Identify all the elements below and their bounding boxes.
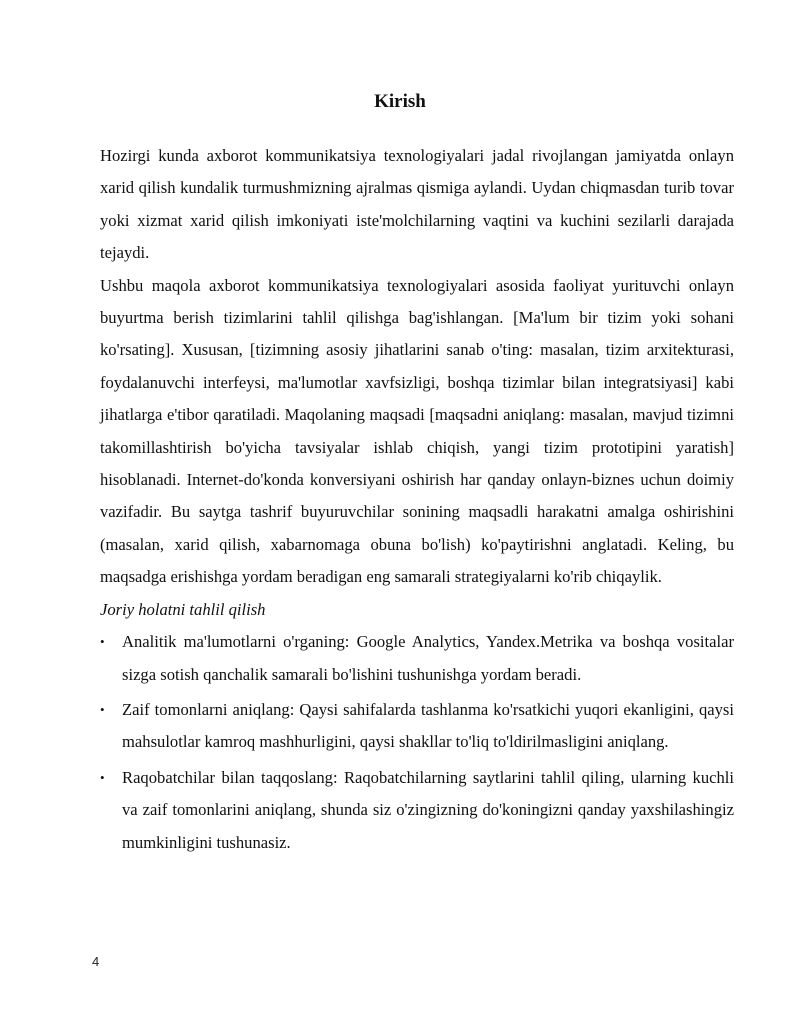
list-item-text: Analitik ma'lumotlarni o'rganing: Google Analytics, Yandex.Metrika va boshqa vositalar sizga sotish qanchalik samarali bo'lishini tushunishga yordam beradi. <box>122 632 734 684</box>
section-heading: Joriy holatni tahlil qilish <box>100 599 266 619</box>
list-item <box>100 626 734 691</box>
bullet-icon: • <box>100 769 105 785</box>
list-item-text: Raqobatchilar bilan taqqoslang: Raqobatchilarning saytlarini tahlil qiling, ularning kuchli va zaif tomonlarini aniqlang, shunda siz o'zingizning do'koningizni qanday yaxshilashingiz mumkinligini tushunasiz. <box>122 767 734 852</box>
page-number: 4 <box>92 954 100 969</box>
document-body <box>100 140 734 862</box>
intro-paragraph: Hozirgi kunda axborot kommunikatsiya texnologiyalari jadal rivojlangan jamiyatda onlayn xarid qilish kundalik turmushmizning ajralmas qismiga aylandi. Uydan chiqmasdan turib tovar yoki xizmat xarid qilish imkoniyati iste'molchilarning vaqtini va kuchini sezilarli darajada tejaydi. <box>100 146 734 263</box>
page-title: Kirish <box>374 91 426 112</box>
list-item <box>100 694 734 759</box>
bullet-icon: • <box>100 701 105 717</box>
bullet-list <box>100 626 734 859</box>
list-item <box>100 762 734 859</box>
body-paragraph: Ushbu maqola axborot kommunikatsiya texnologiyalari asosida faoliyat yurituvchi onlayn buyurtma berish tizimlarini tahlil qilishga bag'ishlangan. [Ma'lum bir tizim yoki sohani ko'rsating]. Xususan, [tizimning asosiy jihatlarini sanab o'ting: masalan, tizim arxitekturasi, foydalanuvchi interfeysi, ma'lumotlar xavfsizligi, boshqa tizimlar bilan integratsiyasi] kabi jihatlarga e'tibor qaratiladi. Maqolaning maqsadi [maqsadni aniqlang: masalan, mavjud tizimni takomillashtirish bo'yicha tavsiyalar ishlab chiqish, yangi tizim prototipini yaratish] hisoblanadi. Internet-do'konda konversiyani oshirish har qanday onlayn-biznes uchun doimiy vazifadir. Bu saytga tashrif buyuruvchilar sonining maqsadli harakatni amalga oshirishini (masalan, xarid qilish, xabarnomaga obuna bo'lish) ko'paytirishni anglatadi. Keling, bu maqsadga erishishga yordam beradigan eng samarali strategiyalarni ko'rib chiqaylik. <box>100 275 734 587</box>
list-item-text: Zaif tomonlarni aniqlang: Qaysi sahifalarda tashlanma ko'rsatkichi yuqori ekanligini, qaysi mahsulotlar kamroq mashhurligini, qaysi shakllar to'liq to'ldirilmasligini aniqlang. <box>122 699 734 752</box>
bullet-icon: • <box>100 634 105 650</box>
